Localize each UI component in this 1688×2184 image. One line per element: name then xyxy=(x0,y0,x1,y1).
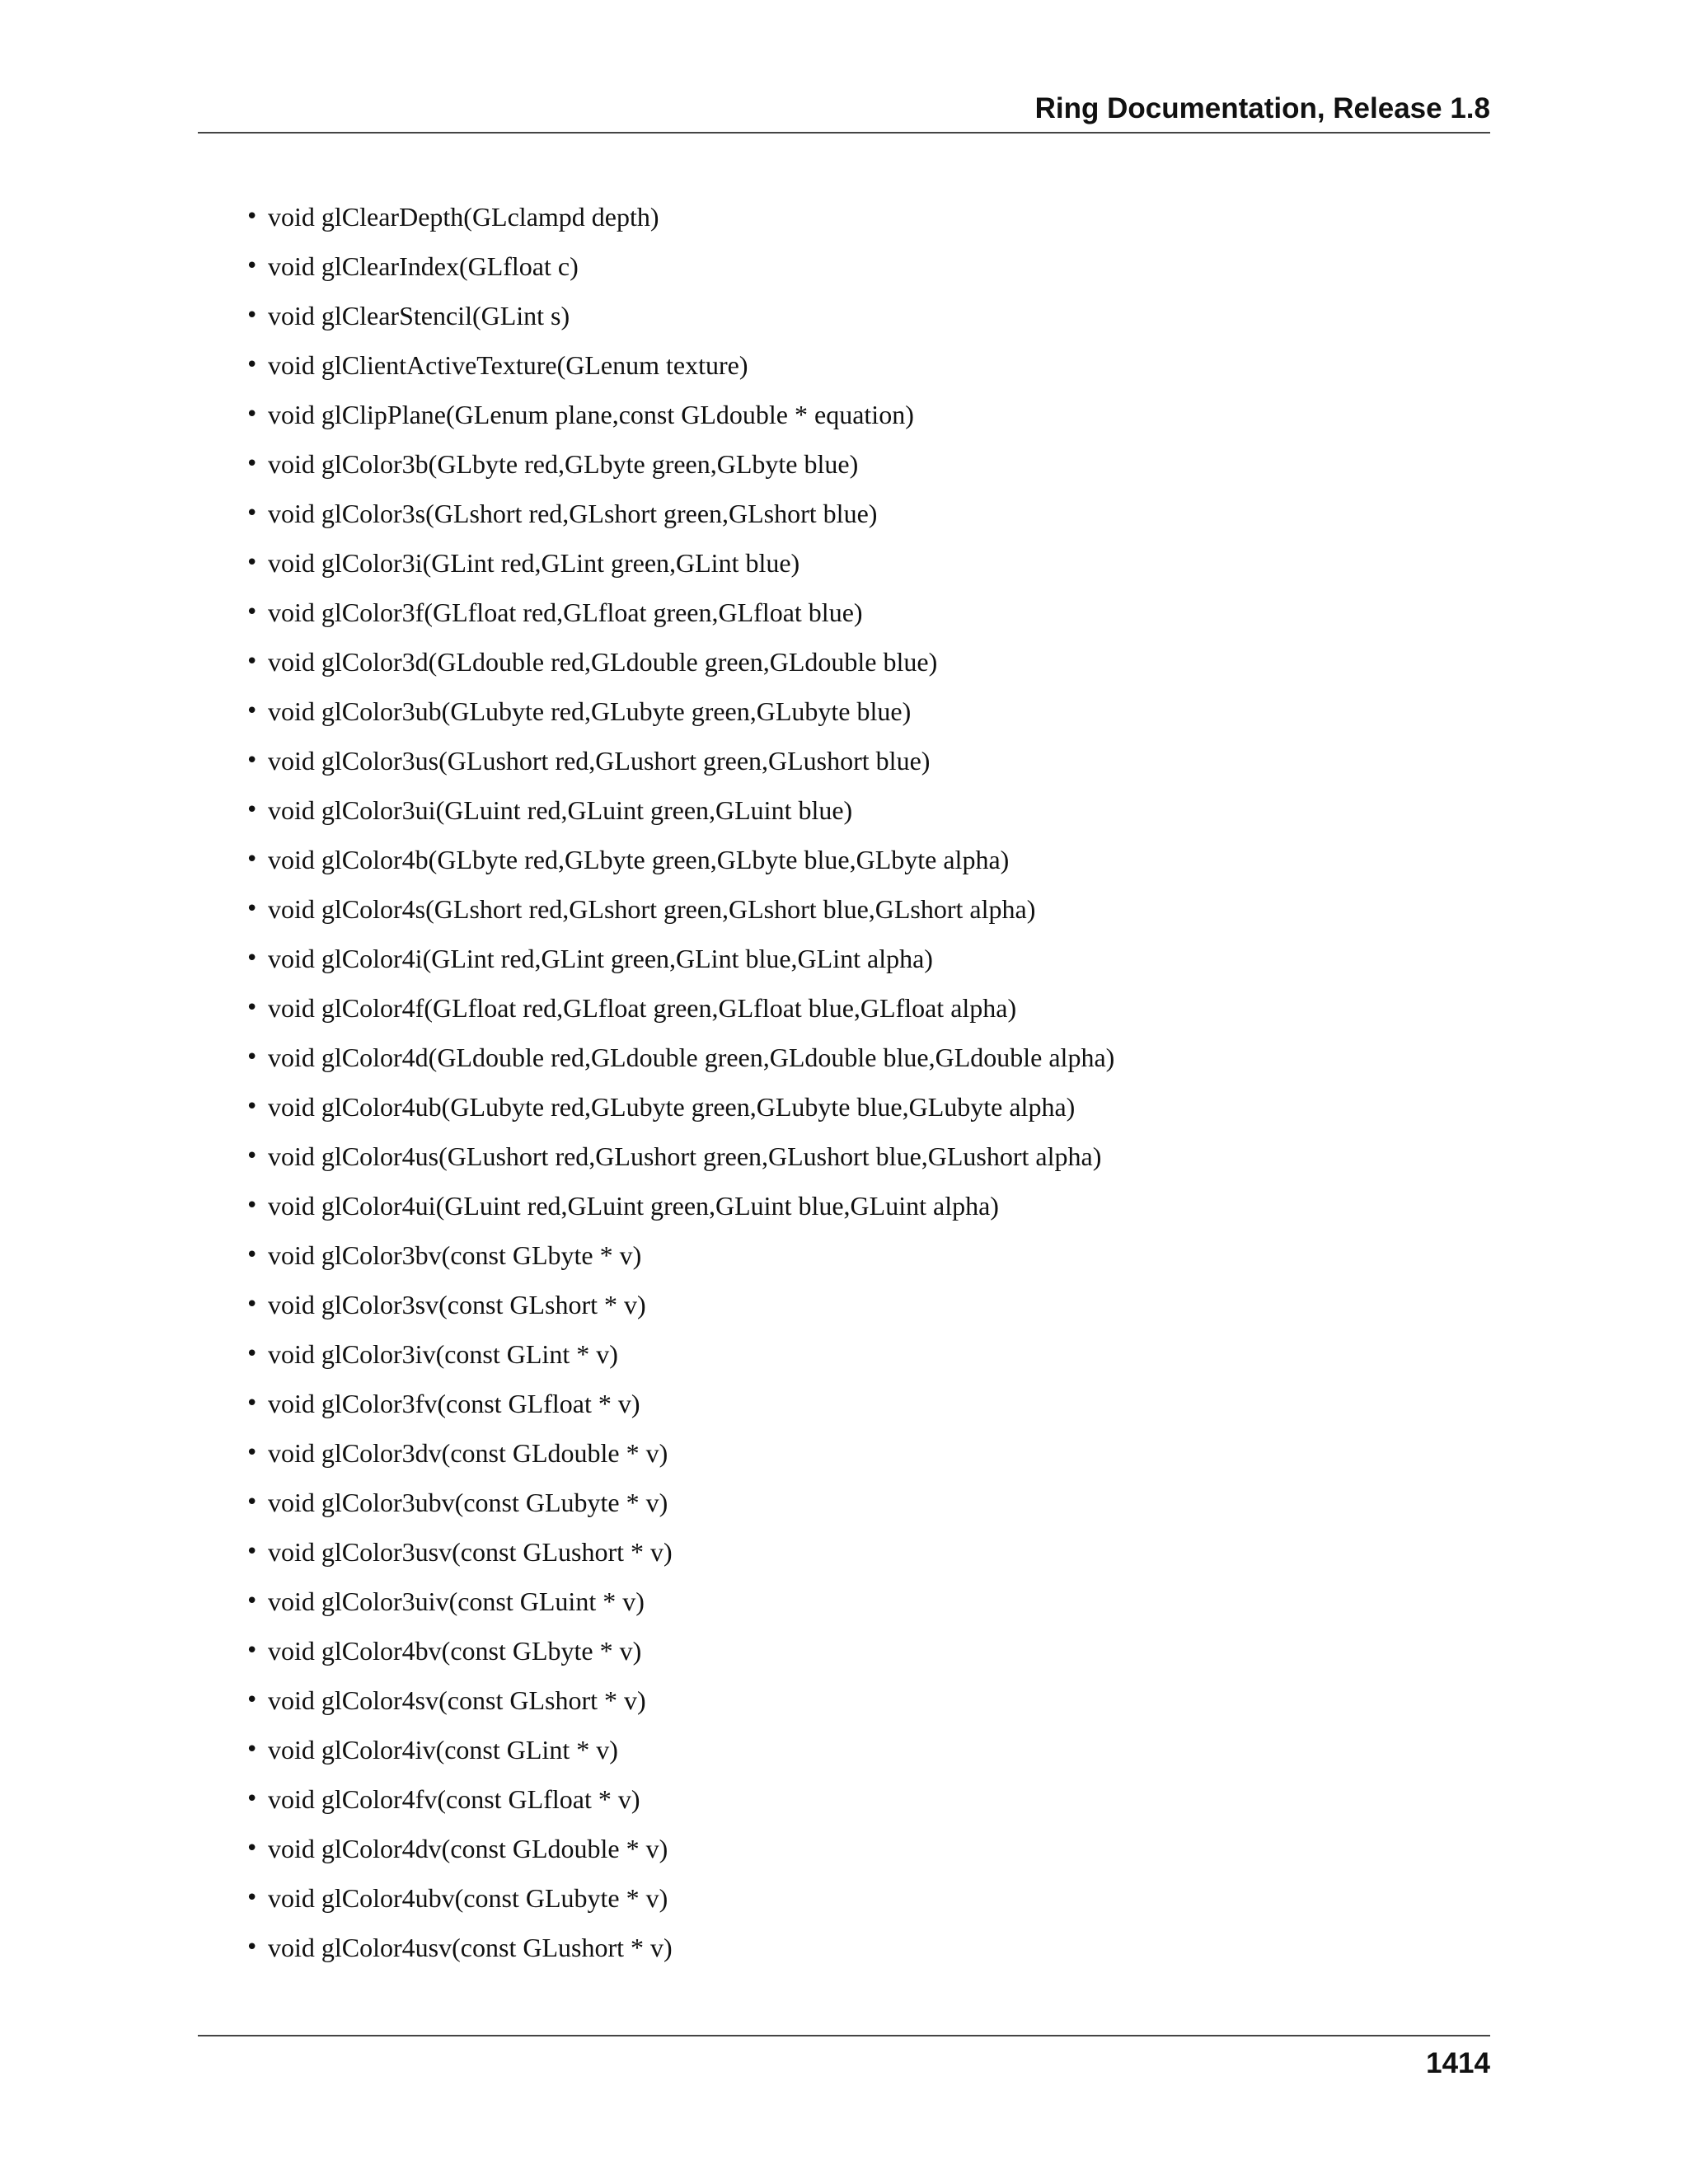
list-item xyxy=(246,346,1114,396)
list-item xyxy=(246,247,1114,297)
bullet-icon: • xyxy=(246,946,259,971)
bullet-icon: • xyxy=(246,1836,259,1861)
function-signature: void glColor3ui(GLuint red,GLuint green,GLuint blue) xyxy=(268,795,853,825)
list-item xyxy=(246,1582,1114,1632)
list-item xyxy=(246,1088,1114,1137)
function-signature: void glColor3d(GLdouble red,GLdouble green,GLdouble blue) xyxy=(268,647,938,677)
list-item xyxy=(246,1879,1114,1929)
list-item xyxy=(246,494,1114,544)
bullet-icon: • xyxy=(246,699,259,724)
function-signature: void glClearIndex(GLfloat c) xyxy=(268,251,579,281)
list-item xyxy=(246,1533,1114,1582)
list-item xyxy=(246,1731,1114,1780)
bullet-icon: • xyxy=(246,649,259,674)
function-signature: void glClearDepth(GLclampd depth) xyxy=(268,202,659,232)
function-signature: void glColor3i(GLint red,GLint green,GLint blue) xyxy=(268,548,800,578)
footer-divider xyxy=(198,2035,1490,2036)
function-signature: void glColor3ub(GLubyte red,GLubyte green,GLubyte blue) xyxy=(268,696,912,726)
bullet-icon: • xyxy=(246,1935,259,1960)
list-item xyxy=(246,1137,1114,1187)
bullet-icon: • xyxy=(246,1391,259,1416)
function-signature: void glColor4dv(const GLdouble * v) xyxy=(268,1834,668,1863)
function-signature: void glColor3uiv(const GLuint * v) xyxy=(268,1586,645,1616)
list-item xyxy=(246,742,1114,791)
function-signature: void glColor4ubv(const GLubyte * v) xyxy=(268,1883,668,1913)
bullet-icon: • xyxy=(246,1589,259,1614)
list-item xyxy=(246,1929,1114,1978)
list-item xyxy=(246,1830,1114,1879)
function-signature: void glColor4fv(const GLfloat * v) xyxy=(268,1784,640,1814)
document-title: Ring Documentation, Release 1.8 xyxy=(1034,92,1490,124)
function-signature: void glColor3s(GLshort red,GLshort green,GLshort blue) xyxy=(268,499,878,528)
function-signature: void glColor4usv(const GLushort * v) xyxy=(268,1933,673,1962)
function-signature: void glColor4d(GLdouble red,GLdouble green,GLdouble blue,GLdouble alpha) xyxy=(268,1043,1115,1072)
bullet-icon: • xyxy=(246,1787,259,1811)
list-item xyxy=(246,593,1114,643)
function-signature: void glColor3sv(const GLshort * v) xyxy=(268,1290,646,1319)
list-item xyxy=(246,1187,1114,1236)
list-item xyxy=(246,841,1114,890)
bullet-icon: • xyxy=(246,748,259,773)
list-item xyxy=(246,1434,1114,1483)
function-signature: void glColor3usv(const GLushort * v) xyxy=(268,1537,673,1567)
list-item xyxy=(246,1780,1114,1830)
function-signature: void glColor4ui(GLuint red,GLuint green,GLuint blue,GLuint alpha) xyxy=(268,1191,999,1221)
function-signature: void glColor4b(GLbyte red,GLbyte green,GLbyte blue,GLbyte alpha) xyxy=(268,845,1010,874)
list-item xyxy=(246,890,1114,940)
bullet-icon: • xyxy=(246,1540,259,1564)
function-signature: void glColor3b(GLbyte red,GLbyte green,GLbyte blue) xyxy=(268,449,859,479)
list-item xyxy=(246,1038,1115,1088)
bullet-icon: • xyxy=(246,1638,259,1663)
bullet-icon: • xyxy=(246,1045,259,1070)
bullet-icon: • xyxy=(246,1490,259,1515)
page-number: 1414 xyxy=(1426,2047,1490,2079)
bullet-icon: • xyxy=(246,1094,259,1119)
function-signature: void glClearStencil(GLint s) xyxy=(268,301,570,330)
page-header xyxy=(198,89,1490,134)
function-signature: void glColor4iv(const GLint * v) xyxy=(268,1735,618,1765)
bullet-icon: • xyxy=(246,551,259,575)
list-item xyxy=(246,1236,1114,1286)
bullet-icon: • xyxy=(246,1737,259,1762)
bullet-icon: • xyxy=(246,452,259,476)
bullet-icon: • xyxy=(246,303,259,328)
list-item xyxy=(246,989,1114,1038)
function-signature: void glColor4i(GLint red,GLint green,GLint blue,GLint alpha) xyxy=(268,944,933,973)
function-signature: void glColor4bv(const GLbyte * v) xyxy=(268,1636,642,1666)
list-item xyxy=(246,1335,1114,1385)
list-item xyxy=(246,643,1114,692)
function-signature: void glColor3fv(const GLfloat * v) xyxy=(268,1389,640,1418)
function-signature: void glClientActiveTexture(GLenum texture) xyxy=(268,350,748,380)
bullet-icon: • xyxy=(246,1292,259,1317)
list-item xyxy=(246,445,1114,494)
bullet-icon: • xyxy=(246,798,259,823)
function-signature: void glColor3bv(const GLbyte * v) xyxy=(268,1240,642,1270)
function-signature: void glColor4s(GLshort red,GLshort green,GLshort blue,GLshort alpha) xyxy=(268,894,1036,924)
function-signature: void glClipPlane(GLenum plane,const GLdouble * equation) xyxy=(268,400,914,429)
list-item xyxy=(246,1681,1114,1731)
list-item xyxy=(246,544,1114,593)
bullet-icon: • xyxy=(246,1144,259,1169)
function-signature: void glColor4f(GLfloat red,GLfloat green,GLfloat blue,GLfloat alpha) xyxy=(268,993,1017,1023)
list-item xyxy=(246,940,1114,989)
bullet-icon: • xyxy=(246,996,259,1020)
list-item xyxy=(246,396,1114,445)
bullet-icon: • xyxy=(246,600,259,625)
function-signature: void glColor3dv(const GLdouble * v) xyxy=(268,1438,668,1468)
list-item xyxy=(246,1483,1114,1533)
bullet-icon: • xyxy=(246,1688,259,1713)
function-signature: void glColor4sv(const GLshort * v) xyxy=(268,1685,646,1715)
bullet-icon: • xyxy=(246,254,259,279)
bullet-icon: • xyxy=(246,1193,259,1218)
bullet-icon: • xyxy=(246,897,259,921)
bullet-icon: • xyxy=(246,204,259,229)
bullet-icon: • xyxy=(246,501,259,526)
list-item xyxy=(246,198,1114,247)
bullet-icon: • xyxy=(246,1441,259,1465)
list-item xyxy=(246,1632,1114,1681)
bullet-icon: • xyxy=(246,1342,259,1366)
list-item xyxy=(246,692,1114,742)
list-item xyxy=(246,1286,1114,1335)
list-item xyxy=(246,297,1114,346)
bullet-icon: • xyxy=(246,847,259,872)
function-signature: void glColor4ub(GLubyte red,GLubyte green,GLubyte blue,GLubyte alpha) xyxy=(268,1092,1076,1122)
bullet-icon: • xyxy=(246,353,259,377)
bullet-icon: • xyxy=(246,1886,259,1910)
function-signature: void glColor3f(GLfloat red,GLfloat green,GLfloat blue) xyxy=(268,598,863,627)
bullet-icon: • xyxy=(246,402,259,427)
list-item xyxy=(246,791,1114,841)
function-signature: void glColor3ubv(const GLubyte * v) xyxy=(268,1488,668,1517)
function-signature: void glColor3us(GLushort red,GLushort green,GLushort blue) xyxy=(268,746,931,776)
list-item xyxy=(246,1385,1114,1434)
function-list xyxy=(246,198,1115,1978)
bullet-icon: • xyxy=(246,1243,259,1268)
function-signature: void glColor4us(GLushort red,GLushort green,GLushort blue,GLushort alpha) xyxy=(268,1141,1102,1171)
function-signature: void glColor3iv(const GLint * v) xyxy=(268,1339,618,1369)
